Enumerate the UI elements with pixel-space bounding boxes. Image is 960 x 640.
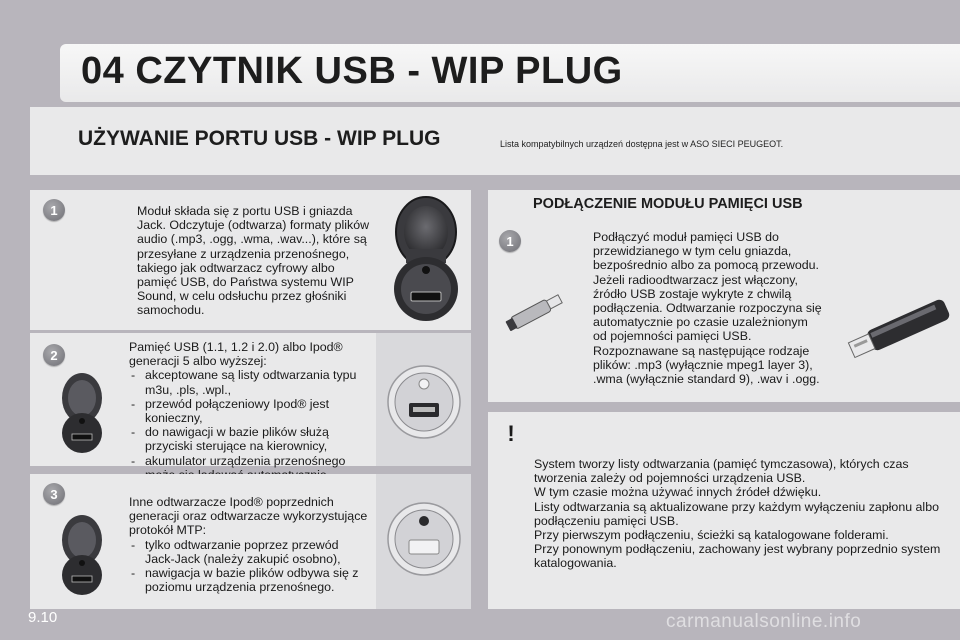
item2-bullet: - do nawigacji w bazie plików służą przyciski sterujące na kierownicy, [129,425,369,453]
step1-filetypes: Rozpoznawane są następujące rodzaje plików: .mp3 (wyłącznie mpeg1 layer 3), .wma (wyłącznie standard 9), .wav i .ogg. [593,343,820,387]
item2-bullets [129,368,369,482]
item2-bullet: - przewód połączeniowy Ipod® jest konieczny, [129,397,369,425]
compatibility-note: Lista kompatybilnych urządzeń dostępna jest w ASO SIECI PEUGEOT. [500,139,784,149]
item3-bullets [129,538,369,595]
warning-icon: ! [507,421,515,446]
step1-text [593,230,825,386]
jack-port-closeup-icon [385,500,463,578]
badge-2: 2 [43,344,65,366]
badge-1: 1 [43,199,65,221]
item2-bullet: - akceptowane są listy odtwarzania typu m3u, .pls, .wpl., [129,368,369,396]
jack-socket-closed-icon [57,512,107,598]
usb-port-closeup-icon [385,363,463,441]
item2-text [129,340,369,482]
warning-text [534,457,946,571]
step1-para: Podłączyć moduł pamięci USB do przewidzianego w tym celu gniazda, bezpośrednio albo za pomocą przewodu. Jeżeli radioodtwarzacz jest włączony, źródło USB zostaje wykryte z chwilą podłączenia. Odtwarzanie rozpoczyna się automatycznie po czasie uzależnionym od pojemności pamięci USB. [593,230,822,344]
badge-step-1: 1 [499,230,521,252]
item3-text [129,495,369,594]
usb-cable-icon [838,296,952,368]
item3-bullet: - nawigacja w bazie plików odbywa się z poziomu urządzenia przenośnego. [129,566,369,594]
item1-text: Moduł składa się z portu USB i gniazda Jack. Odczytuje (odtwarza) formaty plików audio (.mp3, .ogg, .wma, .wav...), które są przesyłane z urządzenia przenośnego, takiego jak odtwarzacz cyfrowy albo pamięć USB, do Państwa systemu WIP Sound, w celu odsłuchu przez głośniki samochodu. [137,204,370,318]
usb-socket-closed-icon [57,370,107,456]
watermark: carmanualsonline.info [666,611,862,632]
page-number: 9.10 [28,609,58,626]
item2-intro: Pamięć USB (1.1, 1.2 i 2.0) albo Ipod® generacji 5 albo wyższej: [129,340,343,369]
page-title: 04 CZYTNIK USB - WIP PLUG [81,50,623,92]
wip-plug-front-icon [386,194,466,324]
item2-bullet: - akumulator urządzenia przenośnego [129,454,369,482]
warning-line: Przy pierwszym podłączeniu, ścieżki są katalogowane folderami. [534,528,889,543]
warning-line: W tym czasie można używać innych źródeł dźwięku. [534,485,822,500]
usb-stick-icon [504,290,568,332]
item3-bullet: - tylko odtwarzanie poprzez przewód Jack-Jack (należy zakupić osobno), [129,538,369,566]
item3-intro: Inne odtwarzacze Ipod® poprzednich generacji oraz odtwarzacze wykorzystujące protokół MTP: [129,495,368,538]
warning-line: Przy ponownym podłączeniu, zachowany jest wybrany poprzednio system katalogowania. [534,542,941,571]
connection-heading: PODŁĄCZENIE MODUŁU PAMIĘCI USB [533,196,803,212]
section-title: UŻYWANIE PORTU USB - WIP PLUG [78,127,441,150]
warning-line: Listy odtwarzania są aktualizowane przy każdym wyłączeniu zapłonu albo podłączeniu pamięci USB. [534,499,939,528]
warning-line: System tworzy listy odtwarzania (pamięć tymczasowa), których czas tworzenia zależy od pojemności urządzenia USB. [534,457,909,486]
badge-3: 3 [43,483,65,505]
